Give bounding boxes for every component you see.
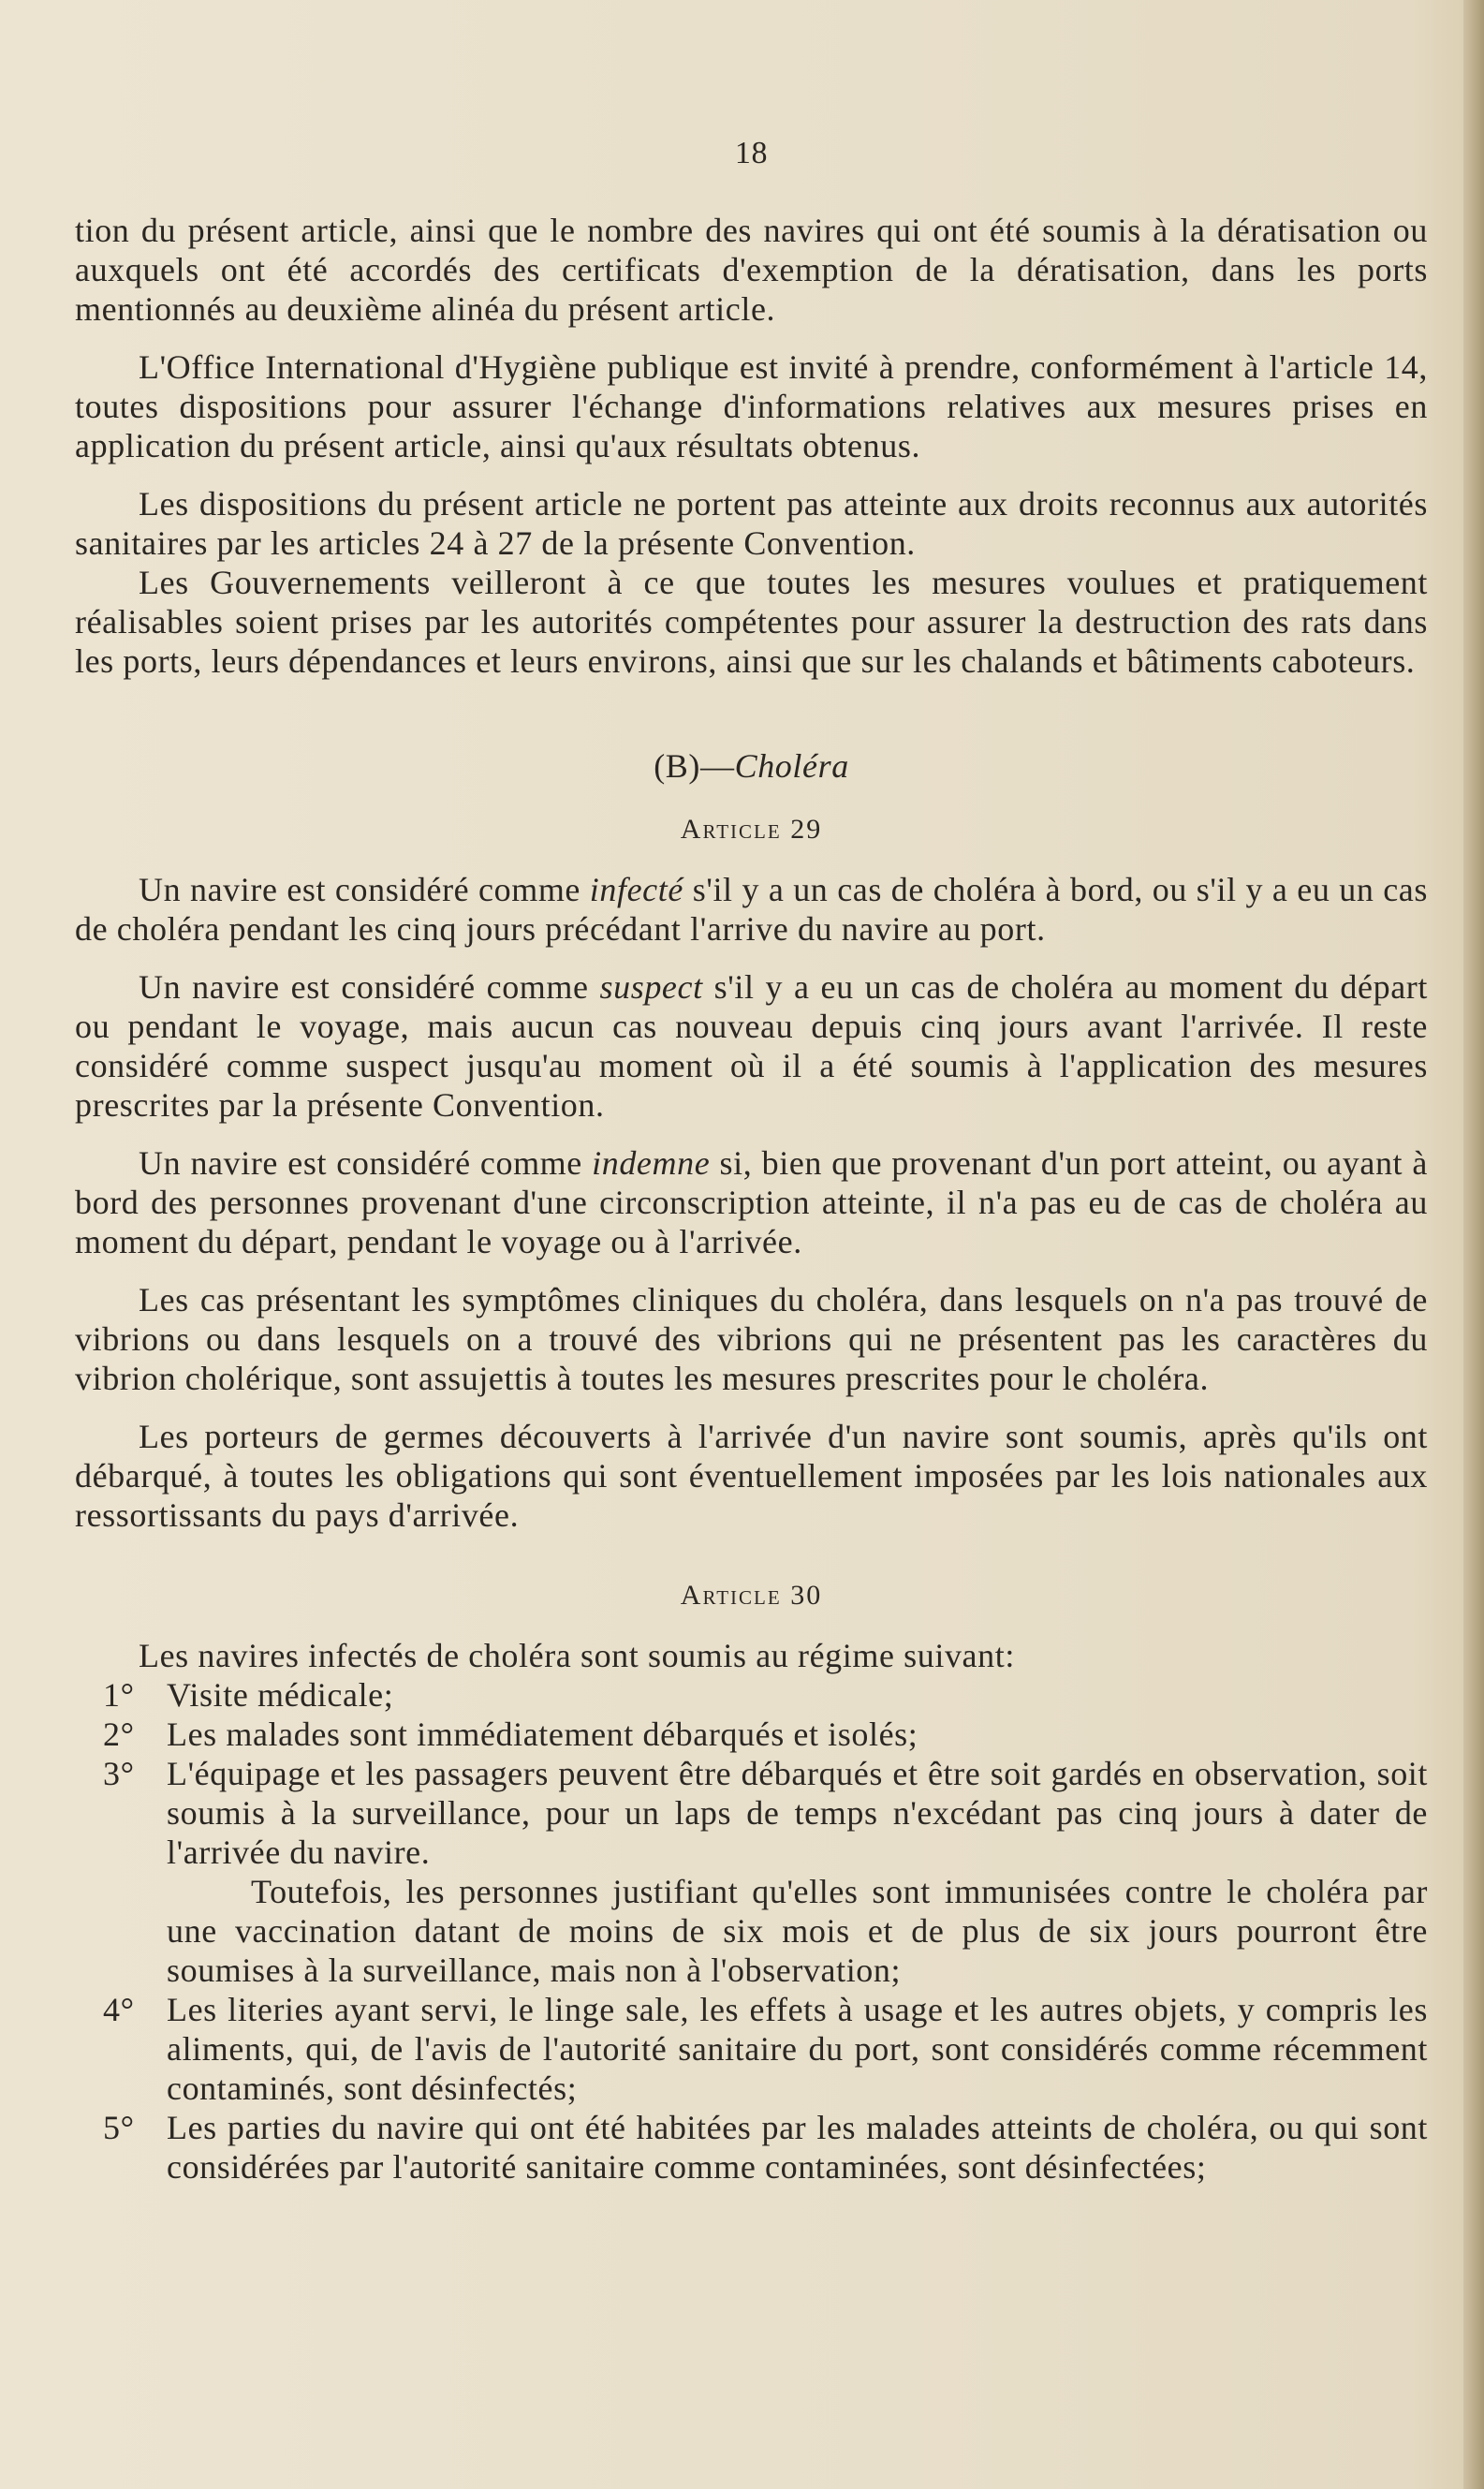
section-prefix: (B)— [654, 747, 735, 785]
term-infecte: infecté [589, 871, 683, 908]
page-number: 18 [734, 136, 769, 170]
intro-paragraph-1: tion du présent article, ainsi que le nombre des navires qui ont été soumis à la dératisation ou auxquels ont été accordés des certificats d'exemption de la dératisation, dans les ports mentionnés au deuxième alinéa du présent article. [75, 212, 1428, 328]
intro-paragraph-2: L'Office International d'Hygiène publique est invité à prendre, conformément à l'article 14, toutes dispositions pour assurer l'échange d'informations relatives aux mesures prises en application du présent article, ainsi qu'aux résultats obtenus. [75, 348, 1428, 464]
term-suspect: suspect [599, 968, 703, 1006]
intro-paragraph-4: Les Gouvernements veilleront à ce que toutes les mesures voulues et pratiquement réalisables soient prises par les autorités compétentes pour assurer la destruction des rats dans les ports, leurs dépendances et leurs environs, ainsi que sur les chalands et bâtiments caboteurs. [75, 564, 1428, 680]
term-indemne: indemne [592, 1144, 711, 1182]
intro-paragraph-3: Les dispositions du présent article ne portent pas atteinte aux droits reconnus aux autorités sanitaires par les articles 24 à 27 de la présente Convention. [75, 485, 1428, 562]
page-content [75, 126, 1428, 2187]
list-item: 2° Les malades sont immédiatement débarqués et isolés; [103, 1716, 918, 1753]
article-29-paragraph-5: Les porteurs de germes découverts à l'arrivée d'un navire sont soumis, après qu'ils ont débarqué, à toutes les obligations qui sont éventuellement imposées par les lois nationales aux ressortissants du pays d'arrivée. [75, 1418, 1428, 1534]
article-30-heading: Article 30 [680, 1580, 823, 1611]
article-29-paragraph-2: Un navire est considéré comme suspect s'il y a eu un cas de choléra au moment du départ ou pendant le voyage, mais aucun cas nouveau depuis cinq jours avant l'arrivée. Il reste considéré comme suspect jusqu'au moment où il a été soumis à l'application des mesures prescrites par la présente Convention. [75, 968, 1428, 1124]
list-item: 4° Les literies ayant servi, le linge sale, les effets à usage et les autres objets, y compris les aliments, qui, de l'avis de l'autorité sanitaire du port, sont considérés comme récemment contaminés, sont désinfectés; [103, 1991, 1428, 2107]
article-29-paragraph-4: Les cas présentant les symptômes cliniques du choléra, dans lesquels on n'a pas trouvé de vibrions ou dans lesquels on a trouvé des vibrions qui ne présentent pas les caractères du vibrion cholérique, sont assujettis à toutes les mesures prescrites pour le choléra. [75, 1281, 1428, 1397]
list-item: 3° L'équipage et les passagers peuvent être débarqués et être soit gardés en observation, soit soumis à la surveillance, pour un laps de temps n'excédant pas cinq jours à dater de l'arrivée du navire. [103, 1755, 1428, 1871]
article-29-heading: Article 29 [680, 814, 823, 845]
list-item-subparagraph: Toutefois, les personnes justifiant qu'elles sont immunisées contre le choléra par une vaccination datant de moins de six mois et de plus de six jours pourront être soumises à la surveillance, mais non à l'observation; [167, 1873, 1428, 1989]
list-item: 1° Visite médicale; [103, 1676, 394, 1714]
list-item: 5° Les parties du navire qui ont été habitées par les malades atteints de choléra, ou qui sont considérées par l'autorité sanitaire comme contaminées, sont désinfectées; [103, 2109, 1428, 2186]
section-heading [75, 746, 1428, 786]
article-29-paragraph-1: Un navire est considéré comme infecté s'il y a un cas de choléra à bord, ou s'il y a eu un cas de choléra pendant les cinq jours précédant l'arrive du navire au port. [75, 871, 1428, 948]
page-binding-edge [1463, 0, 1484, 2489]
article-29-paragraph-3: Un navire est considéré comme indemne si, bien que provenant d'un port atteint, ou ayant à bord des personnes provenant d'une circonscription atteinte, il n'a pas eu de cas de choléra au moment du départ, pendant le voyage ou à l'arrivée. [75, 1144, 1428, 1260]
section-title: Choléra [734, 747, 849, 785]
article-30-intro: Les navires infectés de choléra sont soumis au régime suivant: [139, 1637, 1015, 1674]
